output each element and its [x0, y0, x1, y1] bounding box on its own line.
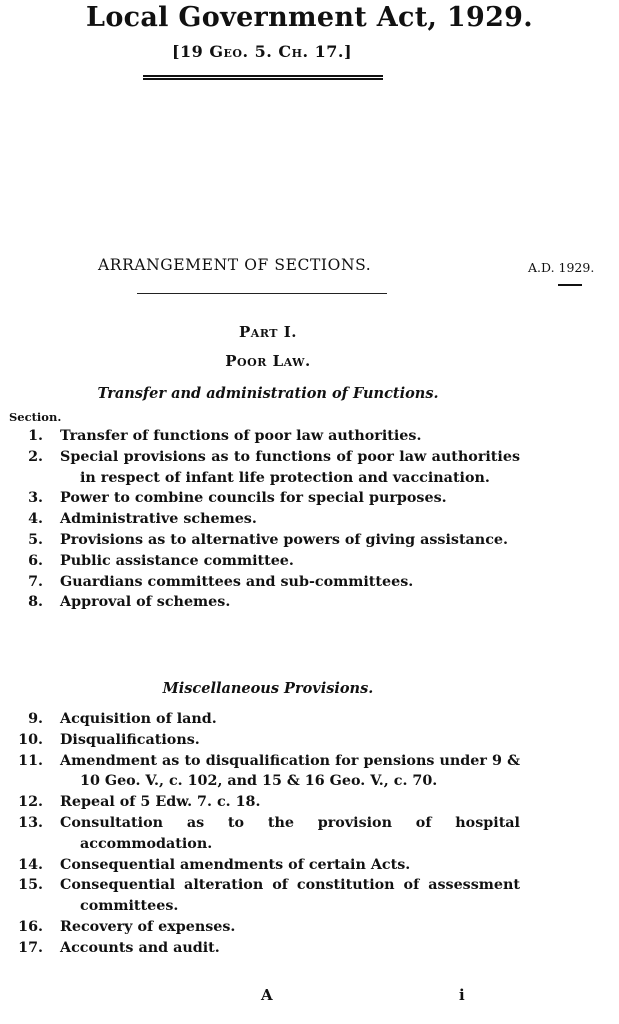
- section-number: 11.: [18, 752, 43, 769]
- section-title: Disqualifications.: [60, 731, 200, 748]
- section-entry: [0, 730, 619, 751]
- section-title: Guardians committees and sub-committees.: [60, 573, 414, 590]
- section-entry: [0, 551, 619, 572]
- section-entry: [0, 530, 619, 551]
- section-entry: [0, 488, 619, 509]
- margin-year-rule: [558, 284, 582, 286]
- section-entry: [0, 792, 619, 813]
- section-number: 16.: [18, 918, 43, 935]
- section-column-label: Section.: [9, 410, 62, 424]
- group-heading-transfer: Transfer and administration of Functions.: [97, 385, 439, 402]
- part-title: Poor Law.: [225, 352, 311, 370]
- section-entry: [0, 938, 619, 959]
- section-title: Special provisions as to functions of poor law authorities in respect of infant life protection and vaccination.: [60, 448, 520, 486]
- section-number: 10.: [18, 731, 43, 748]
- section-entry: [0, 917, 619, 938]
- group-heading-miscellaneous: Miscellaneous Provisions.: [162, 680, 374, 697]
- title-double-rule: [143, 75, 383, 80]
- signature-mark: A: [261, 986, 273, 1004]
- section-title: Repeal of 5 Edw. 7. c. 18.: [60, 794, 261, 811]
- section-entry: [0, 855, 619, 876]
- section-list-transfer: [0, 426, 619, 613]
- section-title: Amendment as to disqualification for pensions under 9 & 10 Geo. V., c. 102, and 15 & 16 Geo. V., c. 70.: [60, 752, 520, 790]
- section-title: Consultation as to the provision of hospital accommodation.: [60, 814, 520, 852]
- section-number: 12.: [18, 794, 43, 811]
- section-number: 17.: [18, 939, 43, 956]
- section-number: 5.: [28, 531, 43, 548]
- part-number: Part I.: [239, 323, 297, 341]
- heading-rule: [137, 293, 387, 294]
- section-title: Administrative schemes.: [60, 511, 257, 528]
- section-title: Transfer of functions of poor law authorities.: [60, 428, 422, 444]
- section-number: 9.: [28, 711, 43, 727]
- section-entry: [0, 572, 619, 593]
- section-number: 6.: [28, 552, 43, 569]
- section-entry: [0, 509, 619, 530]
- section-title: Consequential amendments of certain Acts.: [60, 856, 411, 873]
- section-title: Public assistance committee.: [60, 552, 294, 569]
- section-entry: [0, 813, 619, 855]
- section-number: 15.: [18, 877, 43, 894]
- section-number: 4.: [28, 511, 43, 528]
- section-title: Approval of schemes.: [60, 594, 231, 611]
- section-number: 14.: [18, 856, 43, 873]
- arrangement-heading: ARRANGEMENT OF SECTIONS.: [98, 256, 372, 274]
- section-title: Consequential alteration of constitution of assessment committees.: [60, 877, 520, 915]
- page-number: i: [459, 986, 465, 1004]
- section-number: 13.: [18, 814, 43, 831]
- section-title: Accounts and audit.: [60, 939, 220, 956]
- section-entry: [0, 592, 619, 613]
- section-title: Provisions as to alternative powers of giving assistance.: [60, 531, 508, 548]
- section-entry: [0, 426, 619, 447]
- act-title: Local Government Act, 1929.: [86, 2, 533, 33]
- margin-year: A.D. 1929.: [528, 260, 595, 275]
- section-entry: [0, 751, 619, 793]
- section-number: 1.: [28, 428, 43, 444]
- section-title: Acquisition of land.: [60, 711, 217, 727]
- section-entry: [0, 875, 619, 917]
- section-title: Recovery of expenses.: [60, 918, 236, 935]
- section-list-miscellaneous: [0, 709, 619, 959]
- section-number: 3.: [28, 490, 43, 507]
- section-number: 8.: [28, 594, 43, 611]
- section-entry: [0, 447, 619, 489]
- act-citation: [19 Geo. 5. Ch. 17.]: [171, 42, 353, 61]
- section-entry: [0, 709, 619, 730]
- section-number: 7.: [28, 573, 43, 590]
- section-number: 2.: [28, 448, 43, 465]
- section-title: Power to combine councils for special purposes.: [60, 490, 447, 507]
